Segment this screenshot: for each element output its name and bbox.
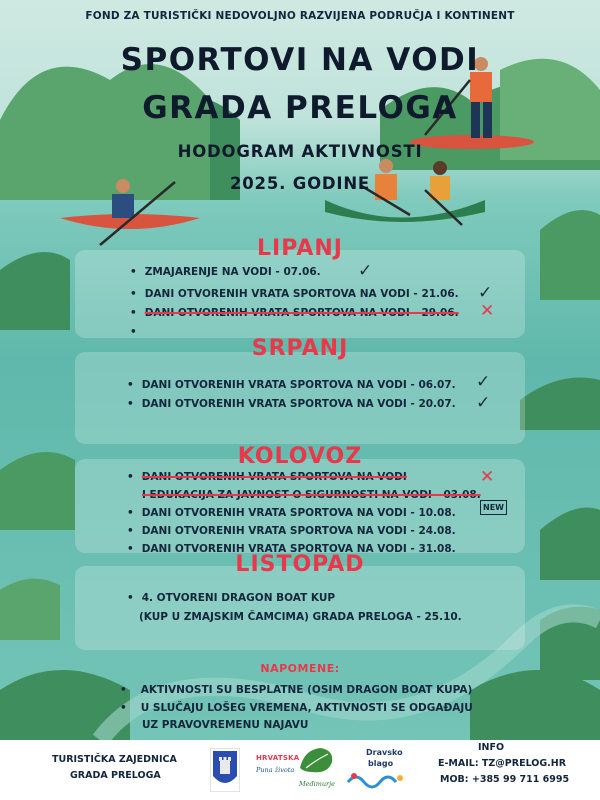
fund-text: FOND ZA TURISTIČKI NEDOVOLJNO RAZVIJENA PODRUČJA I KONTINENT — [85, 10, 515, 22]
list-item: • DANI OTVORENIH VRATA SPORTOVA NA VODI - 21.06. — [130, 288, 459, 300]
cross-icon: ✕ — [480, 467, 495, 487]
subtitle-line1: HODOGRAM AKTIVNOSTI — [177, 142, 423, 161]
dravsko-logo-line1: Dravsko — [366, 748, 403, 757]
info-phone: MOB: +385 99 711 6995 — [440, 774, 570, 785]
page-title-line2: GRADA PRELOGA — [142, 90, 458, 126]
hrvatska-logo-text: HRVATSKA — [256, 754, 300, 762]
note-item-continued: UZ PRAVOVREMENU NAJAVU — [142, 719, 309, 731]
list-item: • ZMAJARENJE NA VODI - 07.06. — [130, 266, 321, 278]
srpanj-heading: SRPANJ — [251, 336, 349, 361]
info-email: E-MAIL: TZ@PRELOG.HR — [438, 758, 567, 769]
lipanj-heading: LIPANJ — [257, 236, 343, 261]
dravsko-blago-logo — [346, 748, 410, 794]
list-item: I EDUKACIJA ZA JAVNOST O SIGURNOSTI NA VODI - 03.08. — [142, 489, 481, 501]
medimurje-logo — [298, 746, 342, 796]
check-icon: ✓ — [358, 261, 373, 281]
footer — [0, 740, 600, 800]
org-name-line2: GRADA PRELOGA — [70, 770, 161, 781]
list-item-empty: • — [130, 326, 137, 338]
info-title: INFO — [478, 742, 505, 753]
dravsko-logo-line2: blago — [368, 759, 394, 768]
listopad-card — [75, 566, 525, 650]
list-item: • DANI OTVORENIH VRATA SPORTOVA NA VODI — [127, 471, 407, 483]
list-item: • DANI OTVORENIH VRATA SPORTOVA NA VODI - 31.08. — [127, 543, 456, 555]
leaf-icon — [298, 746, 336, 776]
list-item: • DANI OTVORENIH VRATA SPORTOVA NA VODI - 06.07. — [127, 379, 456, 391]
check-icon: ✓ — [478, 283, 493, 303]
list-item: • DANI OTVORENIH VRATA SPORTOVA NA VODI - 20.07. — [127, 398, 456, 410]
wave-icon — [346, 770, 406, 790]
org-name-line1: TURISTIČKA ZAJEDNICA — [52, 754, 177, 765]
kolovoz-heading: KOLOVOZ — [237, 444, 363, 469]
list-item-continued: (KUP U ZMAJSKIM ČAMCIMA) GRADA PRELOGA - 25.10. — [139, 611, 462, 623]
notes-title: NAPOMENE: — [260, 662, 340, 675]
new-badge: NEW — [480, 500, 507, 515]
hrvatska-logo — [256, 754, 300, 792]
listopad-heading: LISTOPAD — [235, 552, 365, 577]
coat-of-arms-logo — [210, 748, 240, 792]
check-icon: ✓ — [476, 393, 491, 413]
hrvatska-logo-sub: Puna života — [256, 766, 295, 774]
list-item: • DANI OTVORENIH VRATA SPORTOVA NA VODI - 10.08. — [127, 507, 456, 519]
note-item: • AKTIVNOSTI SU BESPLATNE (OSIM DRAGON BOAT KUPA) — [120, 684, 473, 696]
medimurje-logo-text: Međimurje — [298, 780, 336, 788]
list-item: • 4. OTVORENI DRAGON BOAT KUP — [127, 592, 336, 604]
list-item: • DANI OTVORENIH VRATA SPORTOVA NA VODI - 29.06. — [130, 307, 459, 319]
check-icon: ✓ — [476, 372, 491, 392]
subtitle-line2: 2025. GODINE — [229, 174, 371, 193]
cross-icon: ✕ — [480, 301, 495, 321]
list-item: • DANI OTVORENIH VRATA SPORTOVA NA VODI - 24.08. — [127, 525, 456, 537]
page-title-line1: SPORTOVI NA VODI — [120, 42, 480, 78]
note-item: • U SLUČAJU LOŠEG VREMENA, AKTIVNOSTI SE ODGAĐAJU — [120, 702, 473, 714]
